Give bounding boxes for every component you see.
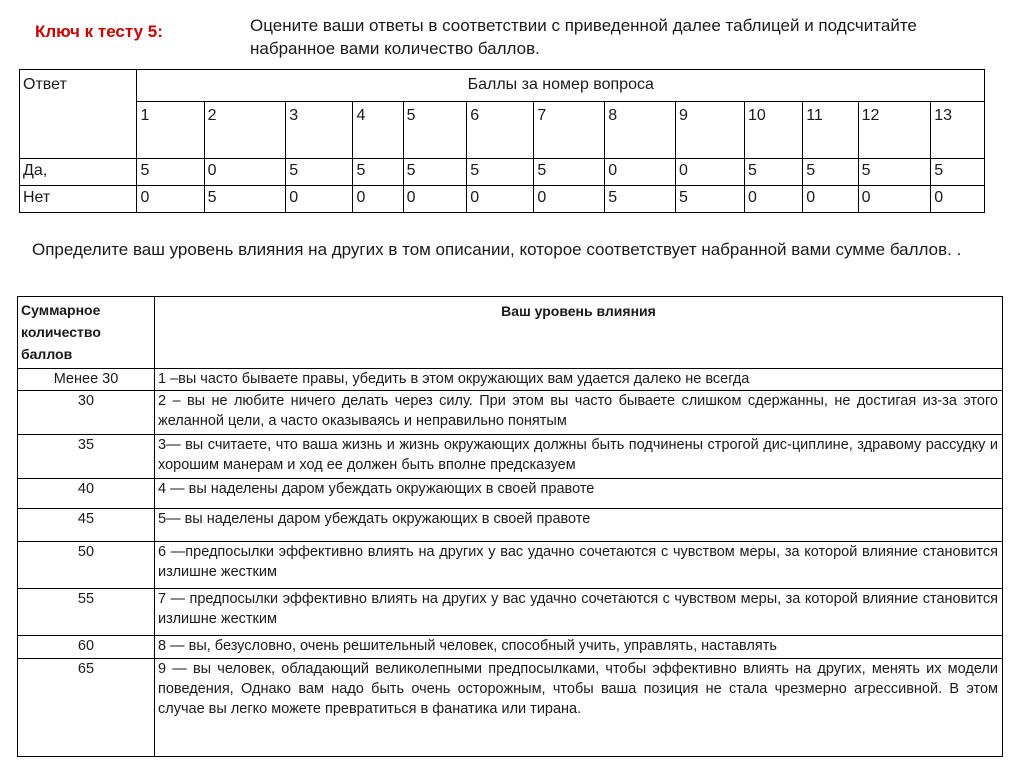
- level-description: 5— вы наделены даром убеждать окружающих в своей правоте: [155, 509, 1003, 542]
- level-description: 8 — вы, безусловно, очень решительный человек, способный учить, управлять, наставлять: [155, 636, 1003, 659]
- points-cell: 5: [534, 159, 605, 186]
- points-cell: 0: [605, 159, 676, 186]
- intro-text: Оцените ваши ответы в соответствии с приведенной далее таблицей и подсчитайте набранное вами количество баллов.: [250, 16, 917, 58]
- level-row: [18, 636, 1003, 659]
- points-cell: 5: [467, 159, 534, 186]
- answers-table: [19, 69, 985, 213]
- answer-row: [20, 186, 985, 213]
- level-description: 9 — вы человек, обладающий великолепными предпосылками, чтобы эффективно влиять на других, менять их модели поведения, Однако вам надо быть очень осторожным, чтобы ваша позиция не стала чрезмерно агрессивной. В этом случае вы легко можете превратиться в фанатика или тирана.: [155, 659, 1003, 757]
- question-number: 5: [403, 102, 467, 159]
- points-cell: 0: [931, 186, 985, 213]
- points-cell: 0: [467, 186, 534, 213]
- level-row: [18, 479, 1003, 509]
- points-cell: 5: [858, 159, 931, 186]
- level-row: [18, 589, 1003, 636]
- level-description: 2 – вы не любите ничего делать через силу. При этом вы часто бываете слишком сдержанны, не достигая из-за этого желанной цели, а часто оказываясь и неправильно понятым: [155, 391, 1003, 435]
- answer-label: Нет: [20, 186, 137, 213]
- points-cell: 5: [931, 159, 985, 186]
- question-number: 2: [204, 102, 286, 159]
- question-number: 12: [858, 102, 931, 159]
- answer-row: [20, 159, 985, 186]
- points-cell: 5: [744, 159, 802, 186]
- level-row: [18, 369, 1003, 391]
- level-row: [18, 509, 1003, 542]
- points-cell: 0: [403, 186, 467, 213]
- question-number: 7: [534, 102, 605, 159]
- score-cell: 65: [18, 659, 155, 757]
- answers-header-row: [20, 70, 985, 102]
- question-number: 8: [605, 102, 676, 159]
- points-cell: 0: [137, 186, 204, 213]
- question-number: 10: [744, 102, 802, 159]
- points-cell: 5: [137, 159, 204, 186]
- points-cell: 5: [803, 159, 858, 186]
- points-cell: 0: [858, 186, 931, 213]
- question-number: 3: [286, 102, 353, 159]
- question-number: 1: [137, 102, 204, 159]
- score-cell: Менее 30: [18, 369, 155, 391]
- points-cell: 5: [353, 159, 403, 186]
- score-cell: 50: [18, 542, 155, 589]
- level-header: Ваш уровень влияния: [155, 297, 1003, 369]
- answer-header: Ответ: [20, 70, 137, 159]
- question-number: 11: [803, 102, 858, 159]
- points-cell: 5: [403, 159, 467, 186]
- description-text: Определите ваш уровень влияния на других в том описании, которое соответствует набранной вами сумме баллов. .: [32, 240, 962, 259]
- level-row: [18, 542, 1003, 589]
- levels-table: [17, 296, 1003, 757]
- points-cell: 0: [744, 186, 802, 213]
- level-description: 6 —предпосылки эффективно влиять на других у вас удачно сочетаются с чувством меры, за которой влияние становится излишне жестким: [155, 542, 1003, 589]
- score-cell: 35: [18, 435, 155, 479]
- answer-label: Да,: [20, 159, 137, 186]
- score-cell: 55: [18, 589, 155, 636]
- points-cell: 5: [286, 159, 353, 186]
- key-title: Ключ к тесту 5:: [35, 22, 163, 41]
- level-row: [18, 391, 1003, 435]
- points-cell: 0: [286, 186, 353, 213]
- points-cell: 0: [353, 186, 403, 213]
- points-cell: 0: [803, 186, 858, 213]
- points-cell: 0: [675, 159, 744, 186]
- levels-header-row: [18, 297, 1003, 369]
- question-numbers-row: [20, 102, 985, 159]
- level-description: 7 — предпосылки эффективно влиять на других у вас удачно сочетаются с чувством меры, за которой влияние становится излишне жестким: [155, 589, 1003, 636]
- points-header: Баллы за номер вопроса: [137, 70, 985, 102]
- score-cell: 30: [18, 391, 155, 435]
- question-number: 4: [353, 102, 403, 159]
- level-description: 1 –вы часто бываете правы, убедить в этом окружающих вам удается далеко не всегда: [155, 369, 1003, 391]
- score-cell: 60: [18, 636, 155, 659]
- level-row: [18, 435, 1003, 479]
- level-row: [18, 659, 1003, 757]
- question-number: 13: [931, 102, 985, 159]
- score-header: Суммарное количество баллов: [18, 297, 155, 369]
- points-cell: 0: [534, 186, 605, 213]
- score-cell: 45: [18, 509, 155, 542]
- level-description: 4 — вы наделены даром убеждать окружающих в своей правоте: [155, 479, 1003, 509]
- points-cell: 5: [675, 186, 744, 213]
- points-cell: 5: [605, 186, 676, 213]
- question-number: 9: [675, 102, 744, 159]
- score-cell: 40: [18, 479, 155, 509]
- question-number: 6: [467, 102, 534, 159]
- level-description: 3— вы считаете, что ваша жизнь и жизнь окружающих должны быть подчинены строгой дис-циплине, здравому рассудку и хорошим манерам и ход ее должен быть вполне предсказуем: [155, 435, 1003, 479]
- points-cell: 5: [204, 186, 286, 213]
- points-cell: 0: [204, 159, 286, 186]
